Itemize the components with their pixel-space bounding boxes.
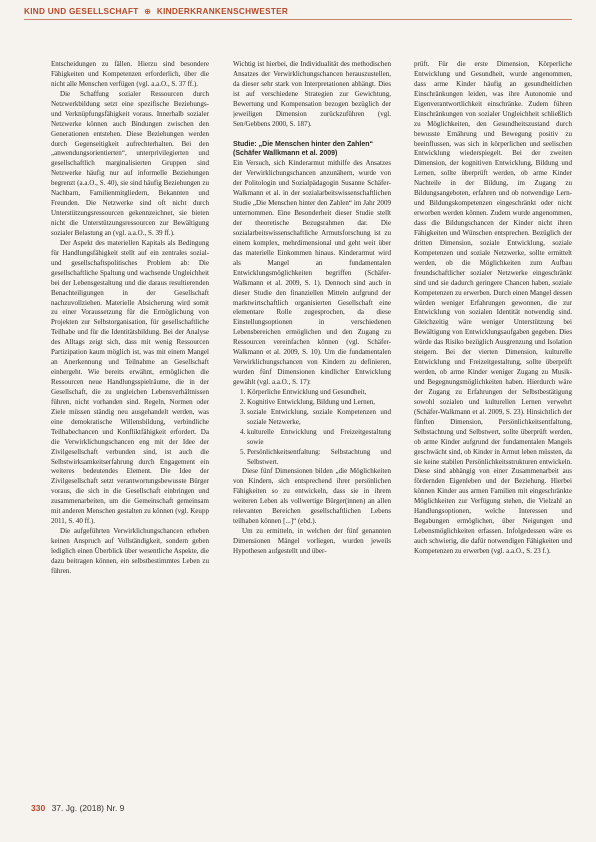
page-header: [24, 6, 572, 20]
list-item: 2. Kognitive Entwicklung, Bildung und Lernen,: [247, 398, 391, 408]
dimension-list: [233, 388, 391, 468]
col1-paragraph: Entscheidungen zu fällen. Hierzu sind besondere Fähigkeiten und Kompetenzen erforderlich, über die nicht alle Menschen verfügen (vgl. a.a.O., S. 37 ff.).: [51, 60, 209, 88]
page-footer: [31, 803, 124, 815]
text-column-3: [414, 60, 572, 800]
list-item: 3. soziale Entwicklung, soziale Kompetenzen und soziale Netzwerke,: [247, 408, 391, 428]
section-heading: Studie: „Die Menschen hinter den Zahlen“ (Schäfer Wallkmann et al. 2009): [233, 140, 374, 158]
col2-closing: Diese fünf Dimensionen bilden „die Möglichkeiten von Kindern, sich entsprechend ihrer persönlichen Fähigkeiten so zu entwickeln, dass sie in ihrem weiteren Leben als vollwertige Bürger(innen) an allen relevanten Bereichen gesellschaftlichen Lebens teilhaben können [...]“ (ebd.).: [233, 467, 391, 526]
header-section-title: KIND UND GESELLSCHAFT: [24, 7, 139, 16]
text-column-2: [233, 60, 391, 800]
col3-paragraph: prüft. Für die erste Dimension, Körperliche Entwicklung und Gesundheit, wurde angenommen, dass arme Kinder häufig an gesundheitlichen Einschränkungen leiden, was ihre Autonomie und Eigenverantwortlichkeit einschränke. Zudem führen Einschränkungen von sozialer Ungleichheit schließlich zu Möglichkeiten, den Gesundheitszustand durch bewusste Ernährung und Bewegung positiv zu beeinflussen, was sich in körperlichen und seelischen Entwicklung wiederspiegelt. Bei der zweiten Dimension, der kognitiven Entwicklung, Bildung und Lernen, sollte überprüft werden, ob arme Kinder Nachteile in der Bildung, im Zugang zu Bildungsangeboten, erfahren und ob notwendige Lern- und Bildungskompetenzen eingeschränkt oder nicht erworben werden können. Zudem wurde angenommen, dass die Bildungschancen der Kinder nicht ihren Fähigkeiten und Wünschen entsprechen. Bezüglich der dritten Dimension, soziale Entwicklung, soziale Kompetenzen und soziale Netzwerke, sollte ermittelt werden, ob die Möglichkeiten zum Aufbau freundschaftlicher sozialer Netzwerke eingeschränkt sind und sie dadurch geringere Chancen haben, soziale Kompetenzen zu erwerben. Durch einen Mangel dessen würden weniger Erfahrungen gewonnen, die zur Entwicklung von sozialen Identität notwendig sind. Gleichzeitig wäre weniger Unterstützung bei Bewältigung von Entwicklungsaufgaben gegeben. Dies würde das Risiko bezüglich Ausgrenzung und Isolation steigern. Bei der vierten Dimension, kulturelle Entwicklung und Freizeitgestaltung, sollte überprüft werden, ob arme Kinder weniger Zugang zu Musik- und Begegnungsmöglichkeiten haben. Hierdurch wäre der Zugang zu Erfahrungen der Selbstbestätigung sowohl sozialen und kulturellen Lernen verwehrt (Schäfer-Walkmann et al. 2009, S. 23). Hinsichtlich der fünften Dimension, Persönlichkeitsentfaltung, Selbstachtung und Selbstwert, sollte überprüft werden, ob arme Kinder aufgrund der fundamentalen Mangels geschwächt sind, ob Kinder in Armut leben müssten, da sie keine stabilen Persönlichkeitsstrukturen entwickeln. Diese sind abhängig von einer Zusammenarbeit aus fördernden Eigenleben und der Beziehung. Hierbei können Kinder aus armen Familien mit eingeschränkte Möglichkeiten zur Verfügung stehen, die Vielzahl an Handlungsoptionen, welche Interessen und Begabungen ermöglichen, über Neigungen und Lebensmöglichkeiten erfassen. Infolgedessen wäre es auch schwierig, die dafür notwendigen Fähigkeiten und Kompetenzen zu erwerben (vgl. a.a.O., S. 23 f.).: [414, 60, 572, 555]
col1-paragraph: Der Aspekt des materiellen Kapitals als Bedingung für Handlungsfähigkeit stellt auf ein zentrales sozial- und gesellschaftspolitisches Problem ab: Die gesellschaftliche Spaltung und wachsende Ungleichheit bei der Lebensgestaltung und die daraus resultierenden Benachteiligungen in der Gesellschaft nachzuvollziehen. Materielle Absicherung wird somit zu einer Voraussetzung für die Ermöglichung von Projekten zur Selbstorganisation, für gesellschaftliche Teilhabe und für die Identitätsbildung. Bei der Analyse des Alltags zeigt sich, dass mit wenig Ressourcen Partizipation kaum möglich ist, was mit einem Mangel an Anerkennung und Teilnahme an Gesellschaft einhergeht. Wie bereits erwähnt, ermöglichen die Ressourcen neue Handlungsspielräume, die in der Gesellschaft, die zu ungleichen Lebensverhältnissen führen, nicht vorhanden sind. Regeln, Normen oder Ziele müssen ständig neu ausgehandelt werden, was eine demokratische Willensbildung, verbindliche Teilhabechancen und Konfliktfähigkeit erfordert. Da die Verwirklichungschancen eng mit der Idee der Zivilgesellschaft verbunden sind, ist auch die Selbstwirksamkeitserfahrung durch Engagement ein weiteres bedeutendes Element. Die Idee der Zivilgesellschaft setzt verantwortungsbewusste Bürger voraus, die sich in die Gesellschaft einbringen und zusammenarbeiten, um die Gemeinschaft gemeinsam mit anderen Menschen gestalten zu können (vgl. Keupp 2011, S. 40 ff.).: [51, 238, 209, 526]
col1-paragraph: Die aufgeführten Verwirklichungschancen erheben keinen Anspruch auf Vollständigkeit, sondern geben lediglich einen Überblick über wesentliche Aspekte, die dazu beitragen können, ein selbstbestimmtes Leben zu führen.: [51, 527, 209, 575]
header-separator-icon: ⊕: [144, 7, 152, 16]
list-item: 1. Körperliche Entwicklung und Gesundheit,: [247, 388, 391, 398]
col2-intro: Wichtig ist hierbei, die Individualität des methodischen Ansatzes der Verwirklichungschancen herauszustellen, da dieser sehr stark von Interpretationen abhängt. Dies ist auf verschiedene Strategien zur Gewichtung, Bewertung und Kompensation bezogen bezüglich der jeweiligen Dimension zurückzuführen (vgl. Sen/Gebbens 2000, S. 187).: [233, 60, 391, 128]
list-item: 4. kulturelle Entwicklung und Freizeitgestaltung sowie: [247, 428, 391, 448]
header-publication-title: KINDERKRANKENSCHWESTER: [156, 7, 289, 16]
page-number: 330: [31, 803, 46, 813]
list-item: 5. Persönlichkeitsentfaltung: Selbstachtung und Selbstwert.: [247, 448, 391, 468]
text-column-1: [51, 60, 209, 800]
issue-info: 37. Jg. (2018) Nr. 9: [51, 803, 125, 813]
col2-body: Ein Versuch, sich Kinderarmut mithilfe des Ansatzes der Verwirklichungschancen anzunähern, wurde von der Politologin und Sozialpädagogin Susanne Schäfer-Walkmann et al. in der sozialarbeitswissenschaftlichen Studie „Die Menschen hinter den Zahlen“ im Jahr 2009 unternommen. Eine Besonderheit dieser Studie stellt der theoretische Bezugsrahmen dar. Die sozialarbeitswissenschaftliche Armutsforschung ist zu einem komplex, mehrdimensional und geht weit über das materielle Einkommen hinaus. Kinderarmut wird als Mangel an fundamentalen Entwicklungsmöglichkeiten begriffen (Schäfer-Walkmann et al. 2009, S. 1). Dennoch sind auch in dieser Studie den finanziellen Mitteln aufgrund der marktwirtschaftlich organisierten Gesellschaft eine elementare Rolle zugesprochen, da diese Einstellungsoptionen in verschiedenen Lebensbereichen ermöglichen und den Zugang zu Ressourcen vereinfachen können (vgl. Schäfer-Walkmann et al. 2009, S. 10). Um die fundamentalen Verwirklichungschancen von Kindern zu definieren, wurden fünf Dimensionen kindlicher Entwicklung gewählt (vgl. a.a.O., S. 17):: [233, 159, 391, 386]
col2-closing: Um zu ermitteln, in welchen der fünf genannten Dimensionen Mängel vorliegen, wurden jeweils Hypothesen aufgestellt und über-: [233, 527, 391, 555]
header-divider: [24, 19, 572, 20]
col1-paragraph: Die Schaffung sozialer Ressourcen durch Netzwerkbildung setzt eine spezifische Beziehungs- und Verknüpfungsfähigkeit voraus. Innerhalb sozialer Netzwerke können auch Bindungen zwischen den Generationen entstehen. Diese Beziehungen werden durch Gegenseitigkeit aufrechterhalten. Bei den „anwendungsorientierten“, unterprivilegierten und gesellschaftlich marginalisierten Gruppen sind Netzwerke häufig nur auf informelle Beziehungen begrenzt (a.a.O., S. 40), sie sind häufig Beziehungen zu Nachbarn, Familienmitgliedern, Bekannten und Freunden. Die Netzwerke sind oft nicht durch Unterstützungsressourcen gekennzeichnet, sie bieten nicht die Unterstützungsressourcen zur Bewältigung sozialer Belastung an (vgl. a.a.O., S. 39 ff.).: [51, 89, 209, 237]
